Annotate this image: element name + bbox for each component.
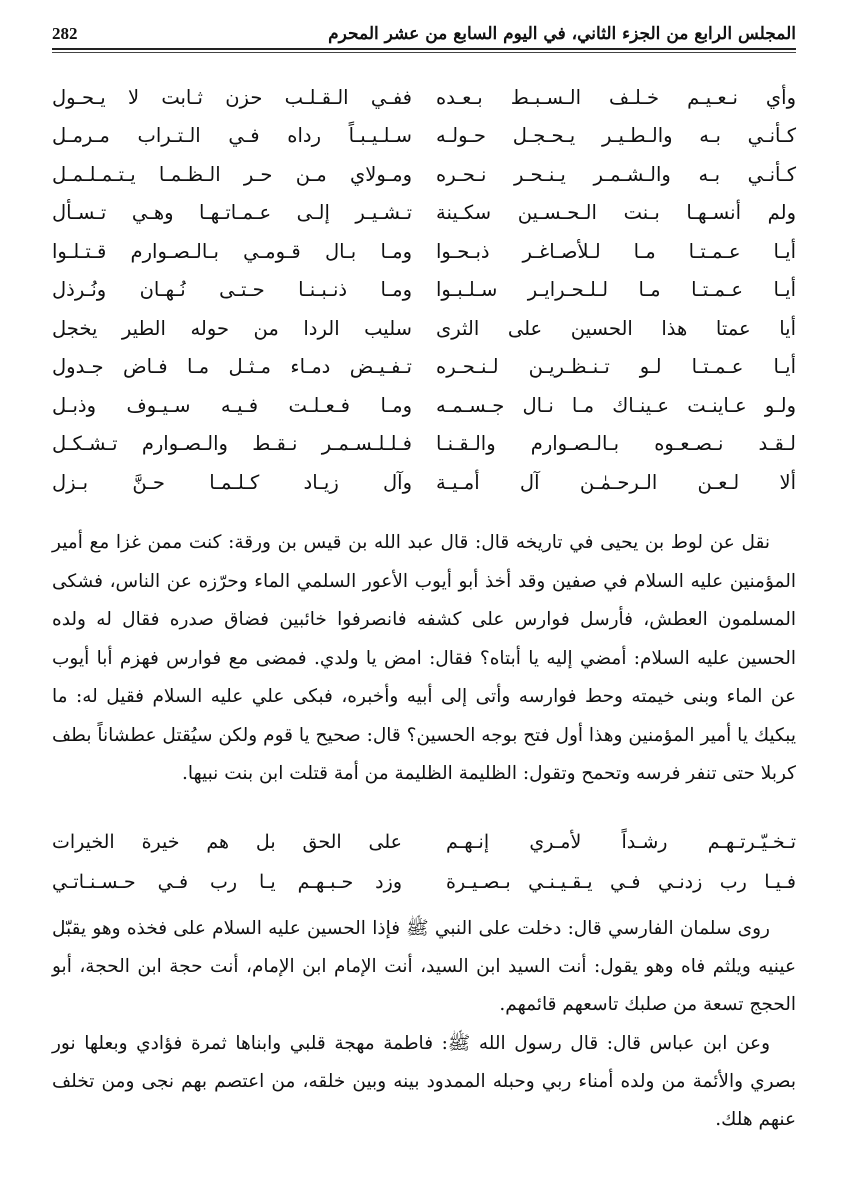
hemistich-first: أيـا عـمـتـا مـا لـلـحـرايـر سـلـبـوا (436, 278, 796, 302)
hemistich-second: سـلـيـبـاً رداه فـي الـتـراب مـرمـل (52, 124, 412, 148)
verse-line (52, 78, 796, 117)
verse-line (52, 386, 796, 425)
verse-line (52, 309, 796, 348)
paragraph-ibn-abbas (52, 1025, 796, 1139)
hemistich-second: ومـا ذنـبـنـا حـتـى نُـهـان ونُـرذل (52, 278, 412, 302)
verse-line (52, 425, 796, 464)
hemistich-second: ومـا بـال قـومـي بـالـصـوارم قـتـلـوا (52, 239, 412, 263)
page-number: 282 (52, 24, 78, 43)
paragraph-salman (52, 910, 796, 1024)
verse-line (52, 232, 796, 271)
hemistich-second: ومـولاي مـن حـر الـظـمـا يـتـمـلـمـل (52, 162, 412, 186)
verse-line (52, 117, 796, 156)
verse-line (52, 155, 796, 194)
hemistich-first: ولم أنسـهـا بـنت الـحـسـين سكـينة (436, 201, 796, 225)
hemistich-first: كـأنـي بـه والـطـيـر يـحـجـل حـولـه (436, 124, 796, 148)
hemistich-second: سليب الردا من حوله الطير يخجل (52, 316, 412, 340)
running-title: المجلس الرابع من الجزء الثاني، في اليوم السابع من عشر المحرم (328, 24, 796, 44)
poem-2 (52, 822, 796, 902)
hemistich-first: ألا لـعـن الـرحـمٰـن آل أمـيـة (436, 470, 796, 494)
hemistich-second: فـلـلـسـمـر نـقـط والـصـوارم تـشـكـل (52, 432, 412, 456)
poem-1 (52, 78, 796, 502)
header-rule-thick (52, 48, 796, 50)
hemistich-second: تـشـيـر إلـى عـمـاتـهـا وهـي تـسـأل (52, 201, 412, 225)
hemistich-first: أيا عمتا هذا الحسين على الثرى (436, 316, 796, 340)
hemistich-second: على الحق بل هم خيرة الخيرات (52, 831, 402, 853)
hemistich-second: ففـي الـقـلـب حزن ثـابت لا يـحـول (52, 85, 412, 109)
verse-line (52, 822, 796, 862)
hemistich-first: أيـا عـمـتـا لـو تـنـظـريـن لـنـحـره (436, 355, 796, 379)
paragraph-text: روى سلمان الفارسي قال: دخلت على النبي ﷺ فإذا الحسين عليه السلام على فخذه وهو يقبّل عينيه ويلثم فاه وهو يقول: أنت السيد ابن السيد، أنت الإمام ابن الإمام، أنت حجة ابن الحجة، أبو الحجج تسعة من صلبك تاسعهم قائمهم. (52, 918, 796, 1015)
verse-line (52, 194, 796, 233)
paragraph-text: وعن ابن عباس قال: قال رسول الله ﷺ: فاطمة مهجة قلبي وابناها ثمرة فؤادي وبعلها نور بصري والأئمة من ولده أمناء ربي وحبله الممدود بينه وبين خلقه، من اعتصم بهم نجى ومن تخلف عنهم هلك. (52, 1033, 796, 1130)
paragraph-lut-bin-yahya (52, 524, 796, 794)
verse-line (52, 463, 796, 502)
header-rule-thin (52, 52, 796, 53)
hemistich-first: فـيـا رب زدنـي فـي يـقـيـنـي بـصـيـرة (446, 871, 796, 893)
hemistich-first: كـأنـي بـه والـشـمـر يـنـحـر نـحـره (436, 162, 796, 186)
hemistich-first: تـخـيّـرتـهـم رشـداً لأمـري إنـهـم (446, 831, 796, 853)
hemistich-second: تـفـيـض دمـاء مـثـل مـا فـاض جـدول (52, 355, 412, 379)
hemistich-first: ولـو عـاينـت عـينـاك مـا نـال جـسـمـه (436, 393, 796, 417)
hemistich-second: وزد حـبـهـم يـا رب فـي حـسـنـاتـي (52, 871, 402, 893)
paragraph-text: نقل عن لوط بن يحيى في تاريخه قال: قال عبد الله بن قيس بن ورقة: كنت ممن غزا مع أمير المؤمنين عليه السلام في صفين وقد أخذ أبو أيوب الأعور السلمي الماء وحرّزه عن الناس، فشكى المسلمون العطش، فأرسل فوارس على كشفه فانصرفوا خائبين فضاق صدره فقال له ولده الحسين عليه السلام: أمضي إليه يا أبتاه؟ فقال: امض يا ولدي. فمضى مع فوارس فهزم أبا أيوب عن الماء وبنى خيمته وحط فوارسه وأتى إلى أبيه وأخبره، فبكى علي عليه السلام فقيل له: ما يبكيك يا أمير المؤمنين وهذا أول فتح بوجه الحسين؟ قال: صحيح يا قوم ولكن سيُقتل عطشاناً بطف كربلا حتى تنفر فرسه وتحمح وتقول: الظليمة الظليمة من أمة قتلت ابن بنت نبيها. (52, 532, 796, 784)
hemistich-second: وآل زيـاد كـلـمـا حـنَّ بـزل (52, 470, 412, 494)
verse-line (52, 271, 796, 310)
hemistich-second: ومـا فـعـلـت فـيـه سـيـوف وذبـل (52, 393, 412, 417)
hemistich-first: أيـا عـمـتـا مـا لـلأصـاغـر ذبـحـوا (436, 239, 796, 263)
hemistich-first: وأي نـعـيـم خـلـف الـسـبـط بـعـده (436, 85, 796, 109)
verse-line (52, 348, 796, 387)
page-header (52, 22, 796, 46)
verse-line (52, 862, 796, 902)
hemistich-first: لـقـد نـصـعـوه بـالـصـوارم والـقـنـا (436, 432, 796, 456)
